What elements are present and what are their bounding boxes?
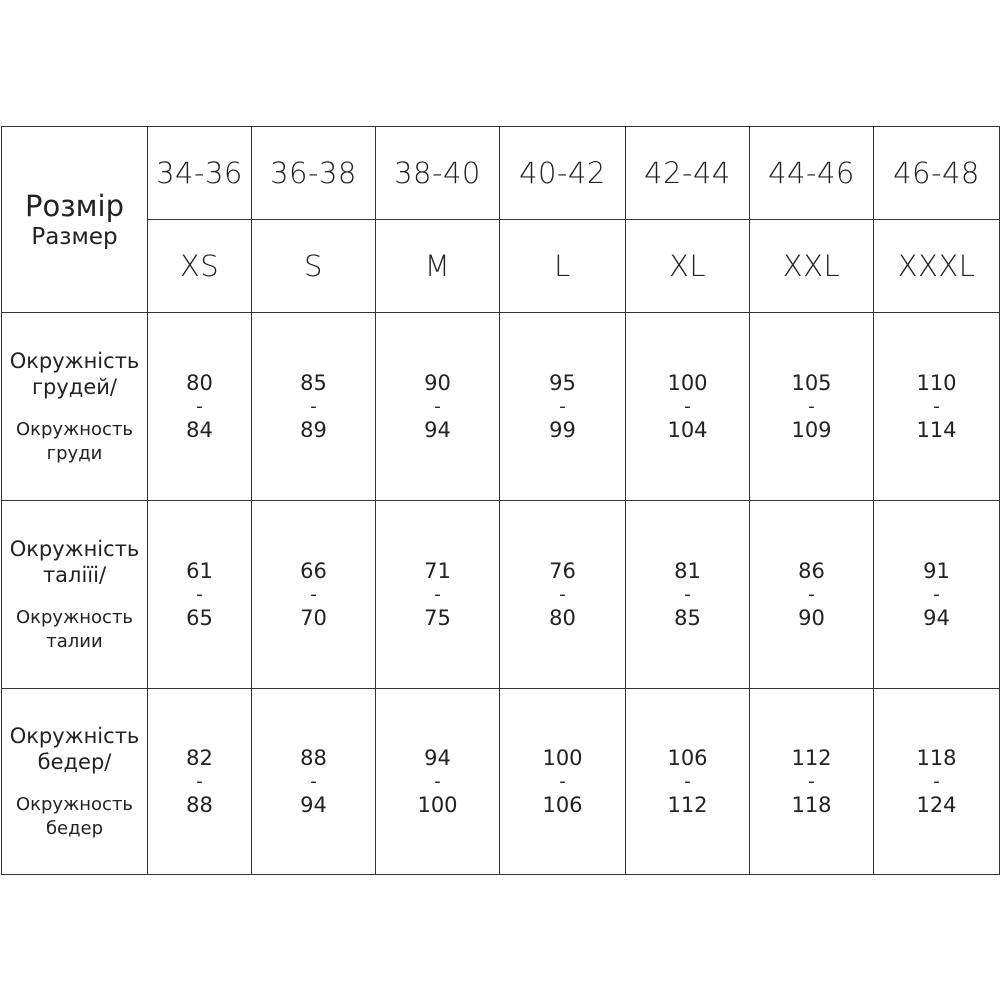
measure-separator: -: [684, 583, 691, 605]
measure-cell: [252, 689, 376, 875]
waist-row: [2, 501, 1000, 689]
measure-max: 114: [916, 417, 957, 442]
size-range-cell: 40-42: [500, 127, 626, 220]
measure-cell: [376, 689, 500, 875]
measure-separator: -: [434, 395, 441, 417]
hips-row: [2, 689, 1000, 875]
measure-max: 124: [916, 792, 957, 817]
measure-min: 90: [424, 370, 451, 395]
measure-cell: [500, 689, 626, 875]
measure-separator: -: [559, 583, 566, 605]
measure-separator: -: [196, 583, 203, 605]
size-range-cell: 36-38: [252, 127, 376, 220]
measure-min: 106: [667, 745, 708, 770]
size-range-cell: 38-40: [376, 127, 500, 220]
waist-label-cell: [2, 501, 148, 689]
measure-cell: [252, 501, 376, 689]
measure-min: 80: [186, 370, 213, 395]
measure-cell: [626, 313, 750, 501]
measure-separator: -: [310, 770, 317, 792]
measure-separator: -: [559, 395, 566, 417]
measure-separator: -: [808, 770, 815, 792]
measure-cell: [874, 501, 1000, 689]
waist-label-ru-line2: талии: [46, 630, 103, 652]
measure-min: 100: [542, 745, 583, 770]
size-code-cell: XS: [148, 220, 252, 313]
measure-separator: -: [808, 395, 815, 417]
size-code-cell: L: [500, 220, 626, 313]
chest-label-uk-line1: Окружність: [9, 348, 140, 373]
measure-max: 75: [424, 605, 451, 630]
measure-max: 94: [424, 417, 451, 442]
size-label-uk: Розмір: [25, 188, 124, 223]
hips-label-ru-line1: Окружность: [15, 793, 134, 815]
measure-max: 94: [923, 605, 950, 630]
measure-separator: -: [196, 770, 203, 792]
measure-separator: -: [310, 395, 317, 417]
size-code-cell: S: [252, 220, 376, 313]
measure-cell: [750, 689, 874, 875]
measure-separator: -: [684, 770, 691, 792]
measure-max: 90: [798, 605, 825, 630]
measure-min: 61: [186, 558, 213, 583]
measure-min: 100: [667, 370, 708, 395]
measure-cell: [148, 313, 252, 501]
size-code-cell: M: [376, 220, 500, 313]
measure-max: 99: [549, 417, 576, 442]
size-code-row: [2, 220, 1000, 313]
hips-label-uk-line1: Окружність: [9, 723, 140, 748]
size-range-row: [2, 127, 1000, 220]
measure-max: 70: [300, 605, 327, 630]
measure-separator: -: [434, 770, 441, 792]
measure-max: 88: [186, 792, 213, 817]
measure-min: 94: [424, 745, 451, 770]
chest-label-ru-line2: груди: [46, 442, 103, 464]
measure-separator: -: [310, 583, 317, 605]
measure-min: 118: [916, 745, 957, 770]
size-code-cell: XXL: [750, 220, 874, 313]
measure-separator: -: [434, 583, 441, 605]
measure-max: 89: [300, 417, 327, 442]
size-header-cell: [2, 127, 148, 313]
measure-cell: [376, 313, 500, 501]
waist-label-ru-line1: Окружность: [15, 606, 134, 628]
hips-label-ru-line2: бедер: [45, 817, 104, 839]
measure-min: 88: [300, 745, 327, 770]
measure-max: 84: [186, 417, 213, 442]
measure-min: 66: [300, 558, 327, 583]
measure-max: 106: [542, 792, 583, 817]
measure-separator: -: [808, 583, 815, 605]
chest-label-ru-line1: Окружность: [15, 418, 134, 440]
measure-cell: [500, 501, 626, 689]
measure-max: 104: [667, 417, 708, 442]
measure-min: 110: [916, 370, 957, 395]
measure-separator: -: [933, 770, 940, 792]
measure-cell: [252, 313, 376, 501]
measure-cell: [626, 501, 750, 689]
measure-cell: [148, 689, 252, 875]
measure-min: 105: [791, 370, 832, 395]
size-code-cell: XXXL: [874, 220, 1000, 313]
size-range-cell: 46-48: [874, 127, 1000, 220]
size-code-cell: XL: [626, 220, 750, 313]
measure-max: 94: [300, 792, 327, 817]
measure-min: 85: [300, 370, 327, 395]
measure-min: 95: [549, 370, 576, 395]
chest-row: [2, 313, 1000, 501]
measure-cell: [500, 313, 626, 501]
measure-max: 85: [674, 605, 701, 630]
measure-min: 112: [791, 745, 832, 770]
measure-min: 76: [549, 558, 576, 583]
measure-cell: [148, 501, 252, 689]
measure-max: 100: [417, 792, 458, 817]
measure-min: 81: [674, 558, 701, 583]
size-range-cell: 42-44: [626, 127, 750, 220]
measure-cell: [750, 313, 874, 501]
chest-label-uk-line2: грудей/: [32, 374, 117, 399]
measure-min: 71: [424, 558, 451, 583]
waist-label-uk-line1: Окружність: [9, 536, 140, 561]
measure-cell: [874, 313, 1000, 501]
size-label-ru: Размер: [31, 223, 118, 250]
measure-cell: [626, 689, 750, 875]
measure-cell: [874, 689, 1000, 875]
measure-max: 80: [549, 605, 576, 630]
waist-label-uk-line2: таліїі/: [42, 562, 107, 587]
measure-separator: -: [933, 583, 940, 605]
measure-cell: [750, 501, 874, 689]
chest-label-cell: [2, 313, 148, 501]
measure-separator: -: [196, 395, 203, 417]
size-range-cell: 34-36: [148, 127, 252, 220]
hips-label-uk-line2: бедер/: [37, 749, 112, 774]
measure-max: 109: [791, 417, 832, 442]
measure-min: 86: [798, 558, 825, 583]
measure-min: 82: [186, 745, 213, 770]
measure-separator: -: [559, 770, 566, 792]
measure-separator: -: [684, 395, 691, 417]
size-chart-table: [1, 126, 1000, 875]
measure-max: 118: [791, 792, 832, 817]
measure-max: 112: [667, 792, 708, 817]
measure-min: 91: [923, 558, 950, 583]
hips-label-cell: [2, 689, 148, 875]
measure-separator: -: [933, 395, 940, 417]
size-range-cell: 44-46: [750, 127, 874, 220]
measure-max: 65: [186, 605, 213, 630]
measure-cell: [376, 501, 500, 689]
